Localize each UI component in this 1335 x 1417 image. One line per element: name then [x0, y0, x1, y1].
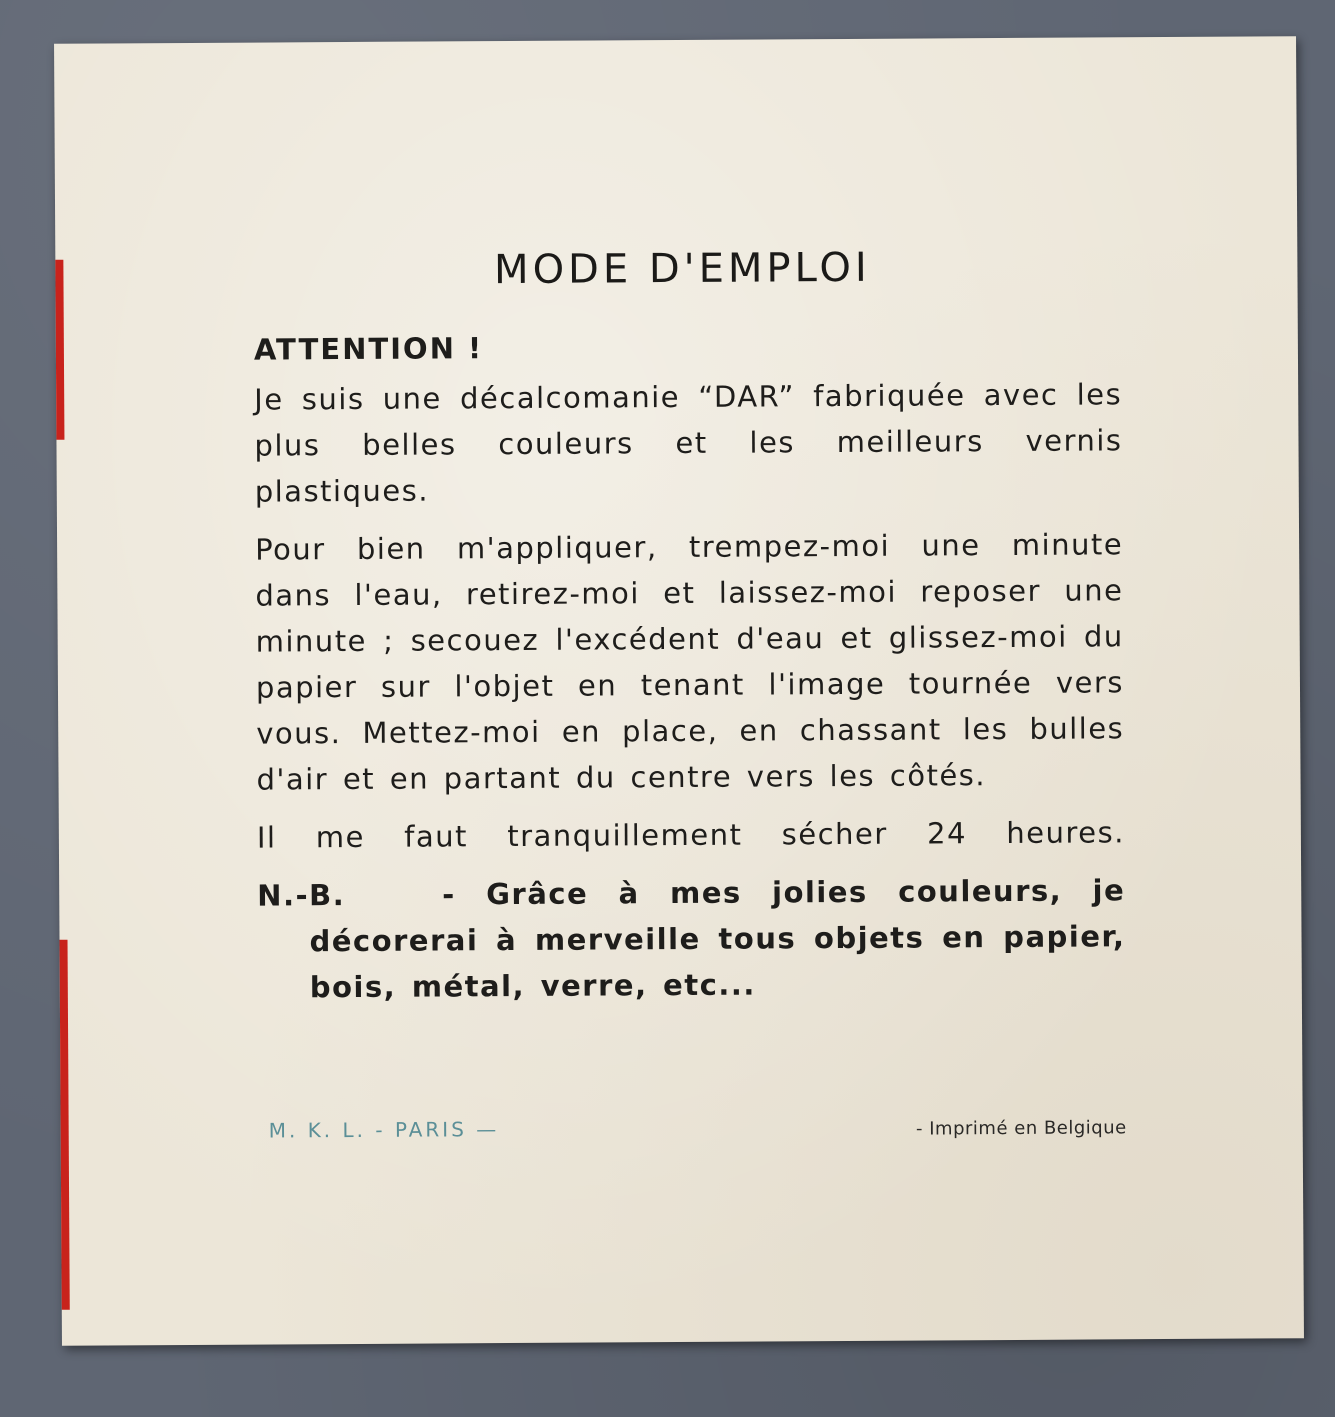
printed-in-note: - Imprimé en Belgique — [915, 1117, 1127, 1140]
page-title: MODE D'EMPLOI — [493, 244, 871, 294]
instruction-leaflet — [54, 36, 1304, 1346]
paragraph-drying: Il me faut tranquillement sécher 24 heures. — [256, 815, 1125, 855]
nota-bene-text: - Grâce à mes jolies couleurs, je décorerai à merveille tous objets en papier, bois, métal, verre, etc... — [309, 873, 1126, 1005]
publisher-imprint: M. K. L. - PARIS — — [268, 1117, 500, 1143]
nota-bene — [257, 867, 1126, 1010]
paragraph-instructions: Pour bien m'appliquer, trempez-moi une minute dans l'eau, retirez-moi et laissez-moi reposer une minute ; secouez l'excédent d'eau et glissez-moi du papier sur l'objet en tenant l'image tournée vers vous. Mettez-moi en place, en chassant les bulles d'air et en partant du centre vers les côtés. — [255, 527, 1125, 797]
paragraph-intro: Je suis une décalcomanie “DAR” fabriquée avec les plus belles couleurs et les meilleurs vernis plastiques. — [254, 377, 1123, 509]
nota-bene-label: N.-B. — [257, 878, 346, 913]
attention-heading: ATTENTION ! — [253, 331, 484, 367]
red-edge-bar-bottom — [60, 940, 70, 1310]
leaflet-body — [254, 327, 1126, 1010]
